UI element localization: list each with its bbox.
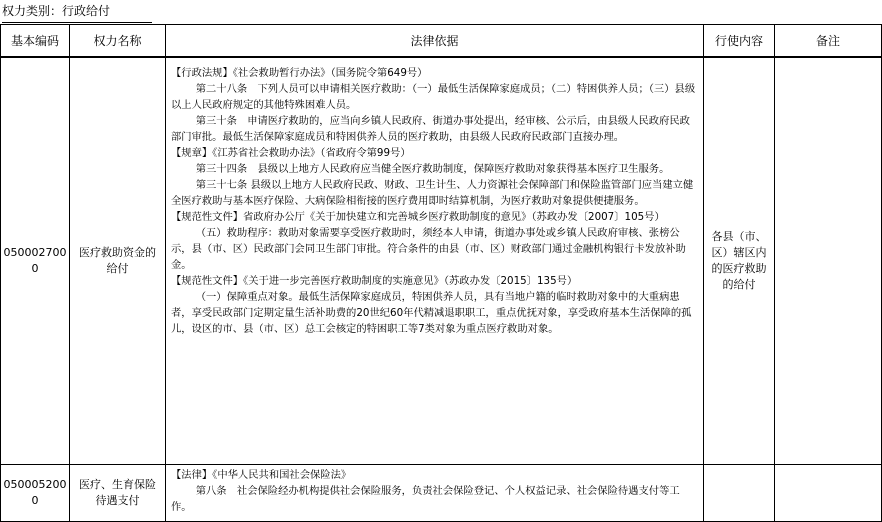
row-basis [166,465,704,522]
basis-line: 【规章】《江苏省社会救助办法》（省政府令第99号） [171,147,411,159]
basis-line: 第三十七条 县级以上地方人民政府民政、财政、卫生计生、人力资源社会保障部门和保险监管部门应当建立健全医疗救助与基本医疗保险、大病保险相衔接的医疗费用即时结算机制，为医疗救助对象提供便捷服务。 [171,179,694,207]
power-list-table [0,24,882,522]
basis-line: 第三十条 申请医疗救助的，应当向乡镇人民政府、街道办事处提出，经审核、公示后，由县级人民政府民政部门审批。最低生活保障家庭成员和特困供养人员的医疗救助，由县级人民政府民政部门直接办理。 [171,115,690,143]
row-name: 医疗救助资金的给付 [70,57,166,465]
basis-line: （一）保障重点对象。最低生活保障家庭成员，特困供养人员，具有当地户籍的临时救助对象中的大重病患者，享受民政部门定期定量生活补助费的20世纪60年代精减退职职工，重点优抚对象，享受政府基本生活保障的孤儿，设区的市、县（市、区）总工会核定的特困职工等7类对象为重点医疗救助对象。 [171,291,692,335]
row-remark [775,57,882,465]
header-exec: 行使内容 [704,25,775,58]
basis-line: 【法律】《中华人民共和国社会保险法》 [171,469,352,481]
basis-line: （五）救助程序：救助对象需要享受医疗救助时，须经本人申请，街道办事处或乡镇人民政府审核、张榜公示，县（市、区）民政部门会同卫生部门审批。符合条件的由县（市、区）财政部门通过金融机构银行卡发放补助金。 [171,227,686,271]
header-name: 权力名称 [70,25,166,58]
row-name: 医疗、生育保险待遇支付 [70,465,166,522]
header-remark: 备注 [775,25,882,58]
basis-line: 【行政法规】《社会救助暂行办法》（国务院令第649号） [171,67,428,79]
basis-line: 【规范性文件】《关于进一步完善医疗救助制度的实施意见》（苏政办发〔2015〕135号） [171,275,578,287]
basis-line: 【规范性文件】省政府办公厅《关于加快建立和完善城乡医疗救助制度的意见》（苏政办发〔2007〕105号） [171,211,665,223]
basis-line: 第二十八条 下列人员可以申请相关医疗救助：（一）最低生活保障家庭成员；（二）特困供养人员；（三）县级以上人民政府规定的其他特殊困难人员。 [171,83,696,111]
row-exec [704,465,775,522]
row-basis [166,57,704,465]
row-exec: 各县（市、区）辖区内的医疗救助的给付 [704,57,775,465]
row-remark [775,465,882,522]
category-label: 权力类别：行政给付 [2,2,152,23]
table-header-row [1,25,882,58]
basis-line: 第八条 社会保险经办机构提供社会保险服务，负责社会保险登记、个人权益记录、社会保险待遇支付等工作。 [171,485,680,513]
table-row [1,465,882,522]
row-code: 0500052000 [1,465,70,522]
basis-line: 第三十四条 县级以上地方人民政府应当健全医疗救助制度，保障医疗救助对象获得基本医疗卫生服务。 [195,163,670,175]
row-code: 0500027000 [1,57,70,465]
table-row [1,57,882,465]
header-code: 基本编码 [1,25,70,58]
header-basis: 法律依据 [166,25,704,58]
